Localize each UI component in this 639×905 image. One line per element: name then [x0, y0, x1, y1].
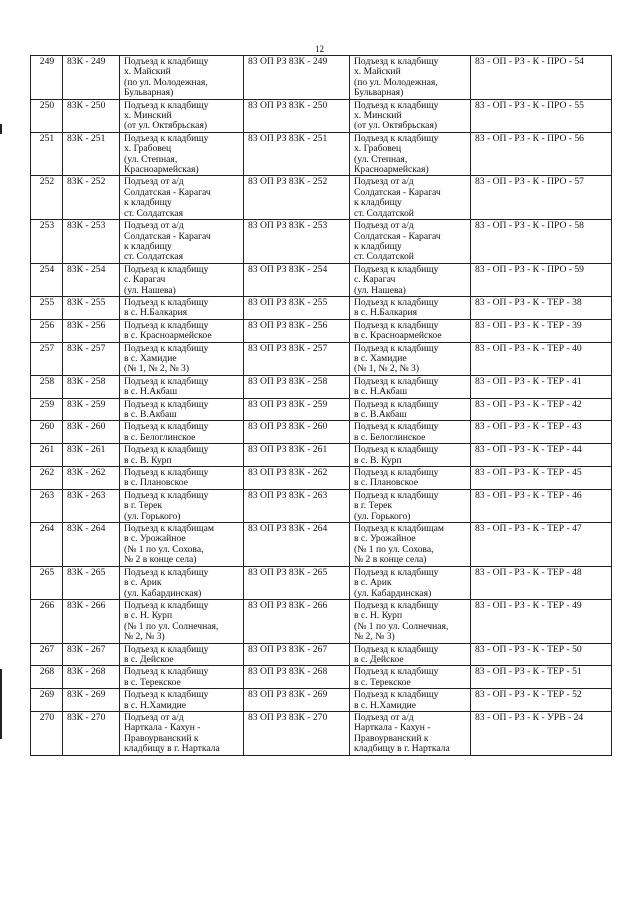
road-code-cell: 83К - 251 [63, 132, 120, 176]
table-row [31, 523, 612, 567]
row-number-cell: 254 [31, 263, 63, 296]
road-name-cell: Подъезд к кладбищу в г. Терек (ул. Горького) [120, 489, 244, 522]
row-number-cell: 263 [31, 489, 63, 522]
road-name-cell: Подъезд к кладбищу в с. В.Акбаш [120, 398, 244, 421]
row-number-cell: 266 [31, 599, 63, 643]
table-row [31, 599, 612, 643]
road-name-cell: Подъезд от а/д Солдатская - Карагач к кладбищу ст. Солдатская [120, 176, 244, 220]
row-number-cell: 261 [31, 444, 63, 467]
road-id-cell: 83 ОП РЗ 83К - 259 [244, 398, 350, 421]
road-name-repeat-cell: Подъезд к кладбищу в с. Плановское [350, 467, 471, 490]
road-name-repeat-cell: Подъезд к кладбищу в с. Белоглинское [350, 421, 471, 444]
road-code-cell: 83К - 266 [63, 599, 120, 643]
road-id-cell: 83 ОП РЗ 83К - 257 [244, 342, 350, 375]
road-code-cell: 83К - 255 [63, 296, 120, 319]
row-number-cell: 251 [31, 132, 63, 176]
table-row [31, 263, 612, 296]
road-name-repeat-cell: Подъезд к кладбищу в с. Хамидие (№ 1, № 2, № 3) [350, 342, 471, 375]
table-row [31, 99, 612, 132]
road-name-cell: Подъезд к кладбищу х. Майский (по ул. Молодежная, Бульварная) [120, 56, 244, 100]
road-class-cell: 83 - ОП - РЗ - К - ТЕР - 41 [471, 375, 612, 398]
row-number-cell: 256 [31, 319, 63, 342]
road-name-repeat-cell: Подъезд к кладбищу в с. Арик (ул. Кабардинская) [350, 566, 471, 599]
road-name-repeat-cell: Подъезд к кладбищу в с. В.Акбаш [350, 398, 471, 421]
road-name-cell: Подъезд к кладбищу в с. Арик (ул. Кабардинская) [120, 566, 244, 599]
road-code-cell: 83К - 259 [63, 398, 120, 421]
table-row [31, 666, 612, 689]
road-id-cell: 83 ОП РЗ 83К - 267 [244, 643, 350, 666]
road-code-cell: 83К - 250 [63, 99, 120, 132]
row-number-cell: 268 [31, 666, 63, 689]
row-number-cell: 258 [31, 375, 63, 398]
road-id-cell: 83 ОП РЗ 83К - 250 [244, 99, 350, 132]
road-class-cell: 83 - ОП - РЗ - К - ТЕР - 45 [471, 467, 612, 490]
binding-mark [0, 669, 2, 739]
road-class-cell: 83 - ОП - РЗ - К - ТЕР - 52 [471, 689, 612, 712]
road-name-cell: Подъезд к кладбищу в с. Терекское [120, 666, 244, 689]
road-name-cell: Подъезд к кладбищу х. Минский (от ул. Октябрьская) [120, 99, 244, 132]
row-number-cell: 267 [31, 643, 63, 666]
road-class-cell: 83 - ОП - РЗ - К - ТЕР - 47 [471, 523, 612, 567]
table-row [31, 56, 612, 100]
road-name-repeat-cell: Подъезд к кладбищу в с. Дейское [350, 643, 471, 666]
row-number-cell: 253 [31, 220, 63, 264]
road-id-cell: 83 ОП РЗ 83К - 252 [244, 176, 350, 220]
row-number-cell: 269 [31, 689, 63, 712]
table-row [31, 342, 612, 375]
road-name-cell: Подъезд к кладбищу в с. Н.Акбаш [120, 375, 244, 398]
road-class-cell: 83 - ОП - РЗ - К - ТЕР - 48 [471, 566, 612, 599]
road-code-cell: 83К - 270 [63, 711, 120, 755]
road-name-repeat-cell: Подъезд к кладбищу в с. Терекское [350, 666, 471, 689]
road-registry-table [30, 55, 612, 756]
road-id-cell: 83 ОП РЗ 83К - 266 [244, 599, 350, 643]
road-class-cell: 83 - ОП - РЗ - К - УРВ - 24 [471, 711, 612, 755]
road-name-cell: Подъезд к кладбищу в с. Белоглинское [120, 421, 244, 444]
table-row [31, 489, 612, 522]
road-code-cell: 83К - 256 [63, 319, 120, 342]
road-code-cell: 83К - 258 [63, 375, 120, 398]
road-name-cell: Подъезд от а/д Солдатская - Карагач к кладбищу ст. Солдатская [120, 220, 244, 264]
road-code-cell: 83К - 253 [63, 220, 120, 264]
road-id-cell: 83 ОП РЗ 83К - 268 [244, 666, 350, 689]
road-id-cell: 83 ОП РЗ 83К - 270 [244, 711, 350, 755]
road-name-repeat-cell: Подъезд к кладбищу в с. Н.Акбаш [350, 375, 471, 398]
road-id-cell: 83 ОП РЗ 83К - 254 [244, 263, 350, 296]
row-number-cell: 252 [31, 176, 63, 220]
binding-mark [0, 124, 2, 134]
road-name-repeat-cell: Подъезд к кладбищу х. Грабовец (ул. Степная, Красноармейская) [350, 132, 471, 176]
road-name-cell: Подъезд к кладбищу х. Грабовец (ул. Степная, Красноармейская) [120, 132, 244, 176]
road-class-cell: 83 - ОП - РЗ - К - ТЕР - 44 [471, 444, 612, 467]
road-name-repeat-cell: Подъезд от а/д Нарткала - Кахун - Правоурванский к кладбищу в г. Нарткала [350, 711, 471, 755]
row-number-cell: 262 [31, 467, 63, 490]
table-row [31, 176, 612, 220]
road-class-cell: 83 - ОП - РЗ - К - ТЕР - 43 [471, 421, 612, 444]
row-number-cell: 249 [31, 56, 63, 100]
row-number-cell: 257 [31, 342, 63, 375]
table-row [31, 689, 612, 712]
road-name-cell: Подъезд к кладбищу в с. Н. Курп (№ 1 по ул. Солнечная, № 2, № 3) [120, 599, 244, 643]
road-name-repeat-cell: Подъезд от а/д Солдатская - Карагач к кладбищу ст. Солдатской [350, 176, 471, 220]
road-class-cell: 83 - ОП - РЗ - К - ПРО - 58 [471, 220, 612, 264]
road-id-cell: 83 ОП РЗ 83К - 265 [244, 566, 350, 599]
road-code-cell: 83К - 265 [63, 566, 120, 599]
road-class-cell: 83 - ОП - РЗ - К - ТЕР - 40 [471, 342, 612, 375]
road-name-cell: Подъезд к кладбищу в с. В. Курп [120, 444, 244, 467]
road-code-cell: 83К - 261 [63, 444, 120, 467]
page-number: 12 [315, 44, 324, 54]
road-class-cell: 83 - ОП - РЗ - К - ТЕР - 42 [471, 398, 612, 421]
table-row [31, 421, 612, 444]
road-code-cell: 83К - 257 [63, 342, 120, 375]
road-id-cell: 83 ОП РЗ 83К - 269 [244, 689, 350, 712]
road-name-repeat-cell: Подъезд к кладбищу в с. Н. Курп (№ 1 по ул. Солнечная, № 2, № 3) [350, 599, 471, 643]
row-number-cell: 255 [31, 296, 63, 319]
road-name-repeat-cell: Подъезд к кладбищу х. Минский (от ул. Октябрьская) [350, 99, 471, 132]
road-code-cell: 83К - 260 [63, 421, 120, 444]
road-code-cell: 83К - 249 [63, 56, 120, 100]
road-name-cell: Подъезд от а/д Нарткала - Кахун - Правоурванский к кладбищу в г. Нарткала [120, 711, 244, 755]
road-name-cell: Подъезд к кладбищу в с. Хамидие (№ 1, № 2, № 3) [120, 342, 244, 375]
road-id-cell: 83 ОП РЗ 83К - 256 [244, 319, 350, 342]
road-name-cell: Подъезд к кладбищу в с. Красноармейское [120, 319, 244, 342]
road-class-cell: 83 - ОП - РЗ - К - ТЕР - 51 [471, 666, 612, 689]
table-row [31, 444, 612, 467]
road-id-cell: 83 ОП РЗ 83К - 264 [244, 523, 350, 567]
table-row [31, 566, 612, 599]
road-code-cell: 83К - 268 [63, 666, 120, 689]
table-row [31, 220, 612, 264]
road-name-repeat-cell: Подъезд к кладбищу в с. В. Курп [350, 444, 471, 467]
road-id-cell: 83 ОП РЗ 83К - 251 [244, 132, 350, 176]
road-name-cell: Подъезд к кладбищу в с. Н.Балкария [120, 296, 244, 319]
road-name-repeat-cell: Подъезд к кладбищу в г. Терек (ул. Горького) [350, 489, 471, 522]
road-class-cell: 83 - ОП - РЗ - К - ПРО - 56 [471, 132, 612, 176]
road-class-cell: 83 - ОП - РЗ - К - ТЕР - 49 [471, 599, 612, 643]
table-row [31, 398, 612, 421]
road-name-repeat-cell: Подъезд к кладбищу х. Майский (по ул. Молодежная, Бульварная) [350, 56, 471, 100]
road-id-cell: 83 ОП РЗ 83К - 255 [244, 296, 350, 319]
row-number-cell: 260 [31, 421, 63, 444]
road-id-cell: 83 ОП РЗ 83К - 253 [244, 220, 350, 264]
road-code-cell: 83К - 252 [63, 176, 120, 220]
table-row [31, 375, 612, 398]
road-name-cell: Подъезд к кладбищу с. Карагач (ул. Нашева) [120, 263, 244, 296]
table-row [31, 467, 612, 490]
road-code-cell: 83К - 262 [63, 467, 120, 490]
row-number-cell: 259 [31, 398, 63, 421]
road-name-repeat-cell: Подъезд к кладбищу с. Карагач (ул. Нашева) [350, 263, 471, 296]
road-name-repeat-cell: Подъезд к кладбищу в с. Н.Балкария [350, 296, 471, 319]
row-number-cell: 250 [31, 99, 63, 132]
row-number-cell: 270 [31, 711, 63, 755]
road-code-cell: 83К - 263 [63, 489, 120, 522]
registry-body [31, 56, 612, 756]
road-code-cell: 83К - 254 [63, 263, 120, 296]
road-class-cell: 83 - ОП - РЗ - К - ТЕР - 39 [471, 319, 612, 342]
road-id-cell: 83 ОП РЗ 83К - 263 [244, 489, 350, 522]
road-name-cell: Подъезд к кладбищу в с. Дейское [120, 643, 244, 666]
road-class-cell: 83 - ОП - РЗ - К - ТЕР - 38 [471, 296, 612, 319]
row-number-cell: 264 [31, 523, 63, 567]
table-row [31, 319, 612, 342]
road-id-cell: 83 ОП РЗ 83К - 261 [244, 444, 350, 467]
table-row [31, 643, 612, 666]
road-class-cell: 83 - ОП - РЗ - К - ПРО - 59 [471, 263, 612, 296]
road-class-cell: 83 - ОП - РЗ - К - ПРО - 54 [471, 56, 612, 100]
road-code-cell: 83К - 264 [63, 523, 120, 567]
road-name-cell: Подъезд к кладбищу в с. Плановское [120, 467, 244, 490]
road-class-cell: 83 - ОП - РЗ - К - ПРО - 55 [471, 99, 612, 132]
road-name-repeat-cell: Подъезд от а/д Солдатская - Карагач к кладбищу ст. Солдатской [350, 220, 471, 264]
road-class-cell: 83 - ОП - РЗ - К - ТЕР - 50 [471, 643, 612, 666]
road-class-cell: 83 - ОП - РЗ - К - ТЕР - 46 [471, 489, 612, 522]
road-name-repeat-cell: Подъезд к кладбищам в с. Урожайное (№ 1 по ул. Сохова, № 2 в конце села) [350, 523, 471, 567]
road-name-cell: Подъезд к кладбищу в с. Н.Хамидие [120, 689, 244, 712]
road-name-repeat-cell: Подъезд к кладбищу в с. Красноармейское [350, 319, 471, 342]
road-code-cell: 83К - 269 [63, 689, 120, 712]
road-name-cell: Подъезд к кладбищам в с. Урожайное (№ 1 по ул. Сохова, № 2 в конце села) [120, 523, 244, 567]
road-id-cell: 83 ОП РЗ 83К - 249 [244, 56, 350, 100]
table-row [31, 711, 612, 755]
road-class-cell: 83 - ОП - РЗ - К - ПРО - 57 [471, 176, 612, 220]
table-row [31, 132, 612, 176]
road-name-repeat-cell: Подъезд к кладбищу в с. Н.Хамидие [350, 689, 471, 712]
row-number-cell: 265 [31, 566, 63, 599]
table-row [31, 296, 612, 319]
road-id-cell: 83 ОП РЗ 83К - 262 [244, 467, 350, 490]
road-code-cell: 83К - 267 [63, 643, 120, 666]
road-id-cell: 83 ОП РЗ 83К - 258 [244, 375, 350, 398]
road-id-cell: 83 ОП РЗ 83К - 260 [244, 421, 350, 444]
